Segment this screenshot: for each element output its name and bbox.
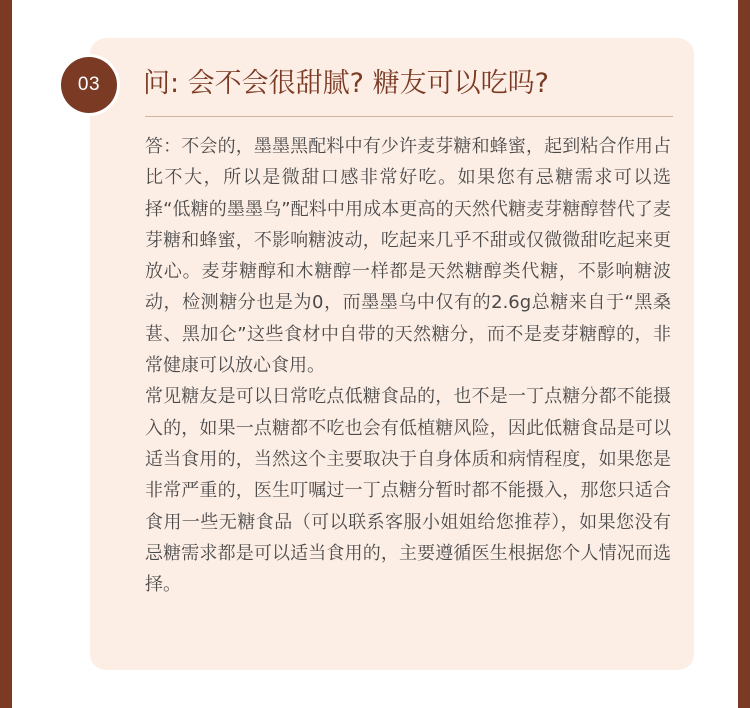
- divider: [145, 116, 673, 117]
- answer-body: [145, 131, 671, 600]
- question-title: 问: 会不会很甜腻? 糖友可以吃吗?: [143, 68, 549, 99]
- answer-paragraph-2: 常见糖友是可以日常吃点低糖食品的，也不是一丁点糖分都不能摄入的，如果一点糖都不吃也会有低植糖风险，因此低糖食品是可以适当食用的，当然这个主要取决于自身体质和病情程度，如果您是非常严重的，医生叮嘱过一丁点糖分暂时都不能摄入，那您只适合食用一些无糖食品（可以联系客服小姐姐给您推荐），如果您没有忌糖需求都是可以适当食用的，主要遵循医生根据您个人情况而选择。: [145, 386, 671, 596]
- answer-paragraph-1: 答：不会的，墨墨黑配料中有少许麦芽糖和蜂蜜，起到粘合作用占比不大，所以是微甜口感非常好吃。如果您有忌糖需求可以选择“低糖的墨墨乌”配料中用成本更高的天然代糖麦芽糖醇替代了麦芽糖和蜂蜜，不影响糖波动，吃起来几乎不甜或仅微微甜吃起来更放心。麦芽糖醇和木糖醇一样都是天然糖醇类代糖，不影响糖波动，检测糖分也是为0，而墨墨乌中仅有的2.6g总糖来自于“黑桑葚、黑加仑”这些食材中自带的天然糖分，而不是麦芽糖醇的，非常健康可以放心食用。: [145, 136, 671, 377]
- right-border: [738, 0, 750, 708]
- left-border: [0, 0, 12, 708]
- question-number-badge: 03: [61, 57, 117, 113]
